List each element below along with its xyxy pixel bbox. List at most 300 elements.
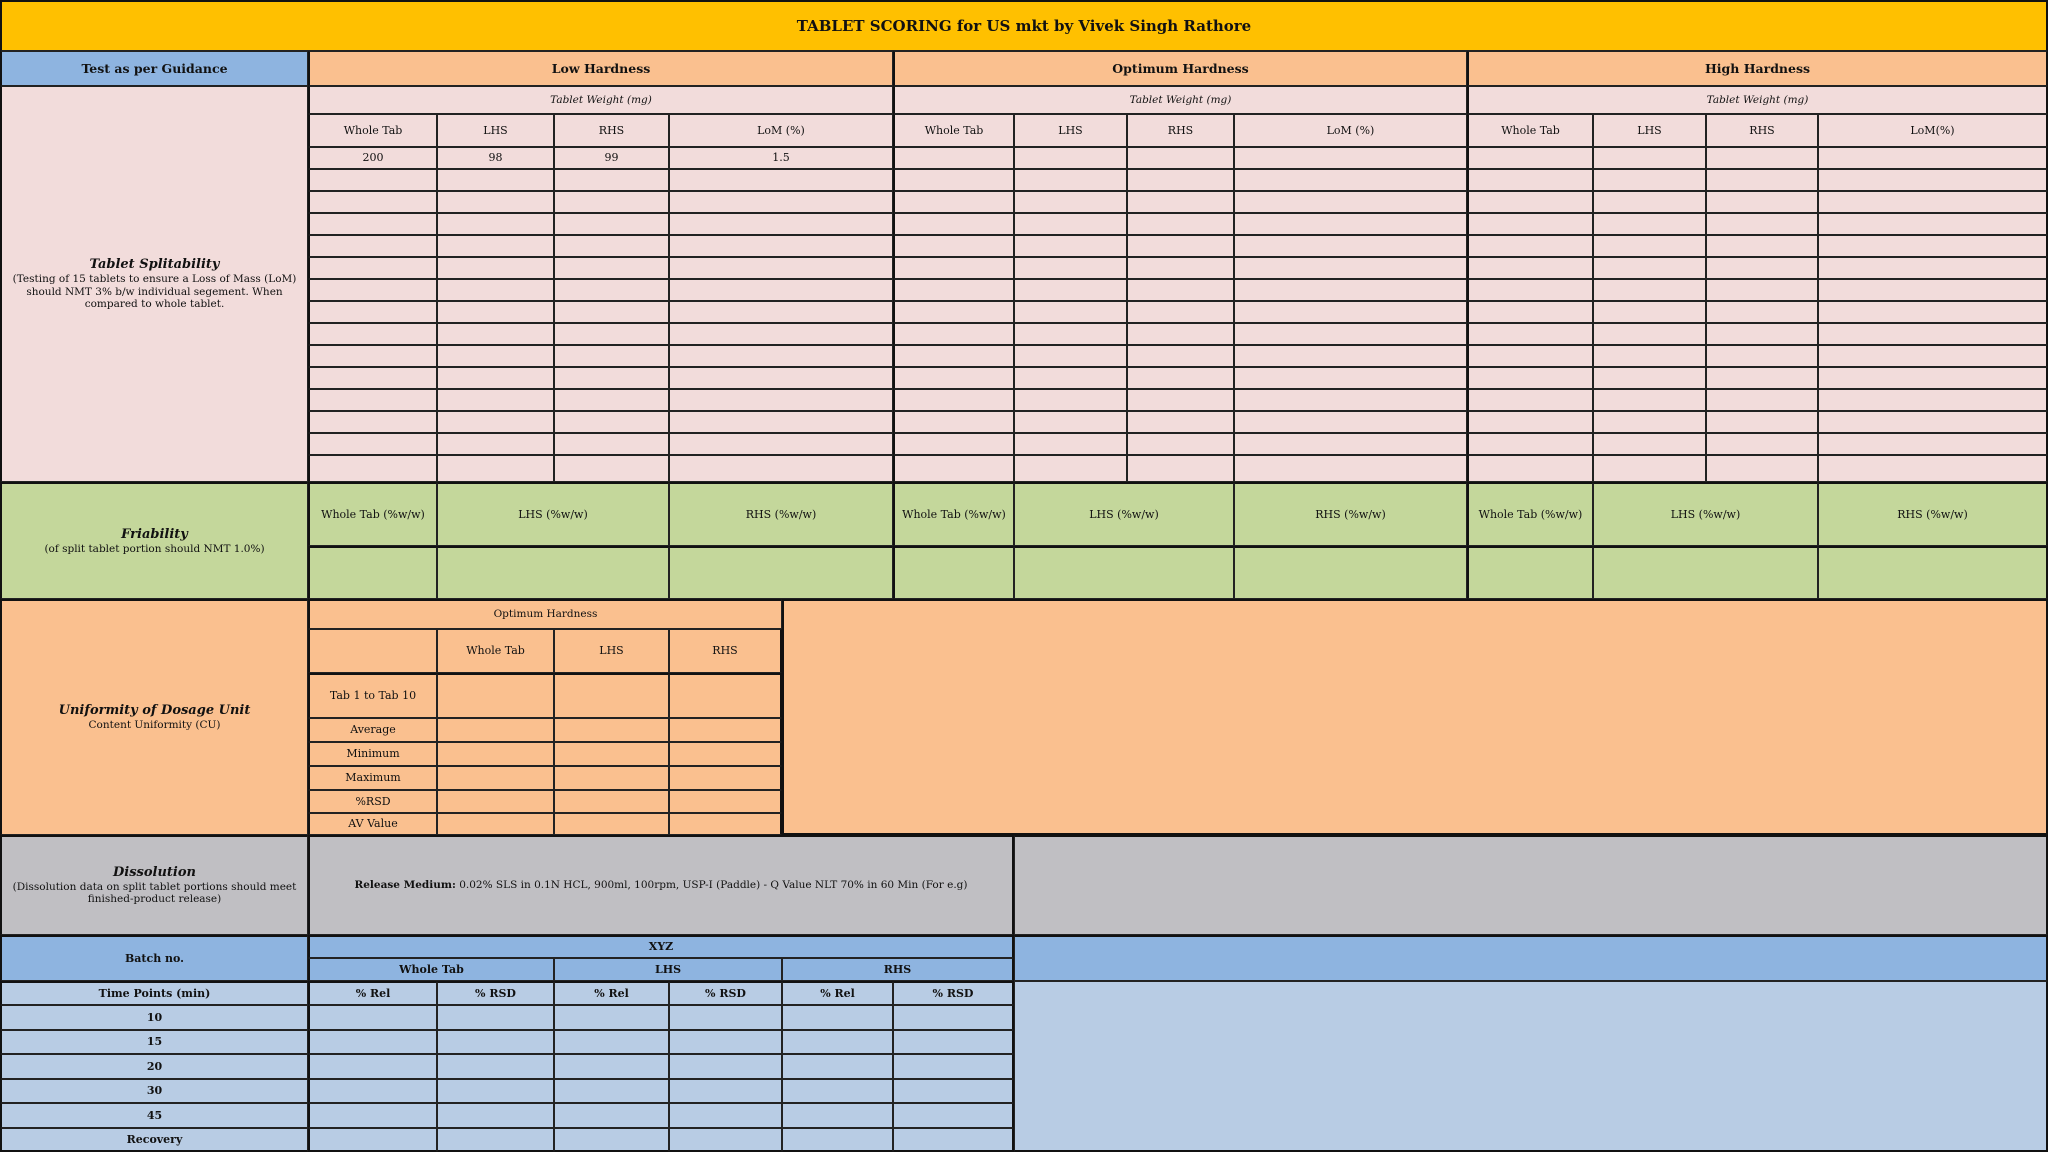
split-cell-opt (1014, 235, 1127, 257)
split-cell-opt (1127, 169, 1234, 191)
dissolution-label (0, 835, 308, 935)
dissolution-value-cell (308, 1054, 437, 1079)
split-cell-high (1706, 455, 1818, 482)
dissolution-sub-header: % RSD (437, 981, 554, 1005)
dissolution-value-cell (669, 1103, 782, 1128)
uniformity-value-cell (554, 813, 669, 835)
split-cell-opt (1234, 433, 1467, 455)
split-cell-high (1818, 191, 2048, 213)
split-cell-low (308, 301, 437, 323)
dissolution-value-cell (308, 1005, 437, 1030)
friability-label (0, 482, 308, 599)
split-cell-low (669, 301, 893, 323)
friability-value-cell (893, 546, 1014, 599)
split-cell-low (308, 191, 437, 213)
split-cell-opt (1014, 191, 1127, 213)
split-cell-low (554, 389, 669, 411)
split-cell-low (308, 345, 437, 367)
split-cell-opt (893, 279, 1014, 301)
dissolution-value-cell (782, 1005, 893, 1030)
split-cell-low (669, 389, 893, 411)
split-cell-low (554, 279, 669, 301)
split-cell-high (1818, 257, 2048, 279)
uniformity-title: Uniformity of Dosage Unit (58, 703, 251, 719)
split-cell-high (1467, 257, 1593, 279)
split-cell-opt (1234, 301, 1467, 323)
uniformity-value-cell (437, 766, 554, 790)
header-high-hardness: High Hardness (1467, 51, 2048, 86)
uniformity-row-label: Tab 1 to Tab 10 (308, 673, 437, 718)
friability-value-cell (669, 546, 893, 599)
split-cell-high (1467, 411, 1593, 433)
split-cell-opt (1234, 455, 1467, 482)
split-cell-low (554, 301, 669, 323)
friability-value-cell (1818, 546, 2048, 599)
split-cell-opt (1127, 323, 1234, 345)
split-cell-high (1593, 367, 1706, 389)
split-cell-high (1706, 389, 1818, 411)
dissolution-value-cell (308, 1030, 437, 1054)
split-cell-high (1818, 147, 2048, 169)
friability-col-header: Whole Tab (%w/w) (308, 482, 437, 546)
split-cell-opt (1234, 345, 1467, 367)
split-cell-opt (1234, 191, 1467, 213)
split-cell-low: 98 (437, 147, 554, 169)
split-cell-high (1706, 433, 1818, 455)
split-cell-low (437, 323, 554, 345)
split-cell-low (669, 455, 893, 482)
uniformity-value-cell (554, 718, 669, 742)
uniformity-value-cell (437, 718, 554, 742)
split-cell-opt (1234, 213, 1467, 235)
split-cell-low (437, 279, 554, 301)
split-cell-high (1467, 433, 1593, 455)
dissolution-value-cell (893, 1005, 1014, 1030)
split-cell-low (669, 323, 893, 345)
dissolution-sub-header: % RSD (669, 981, 782, 1005)
split-cell-opt (1014, 345, 1127, 367)
time-point-label: 45 (0, 1103, 308, 1128)
dissolution-value-cell (437, 1054, 554, 1079)
splitability-label (0, 86, 308, 482)
split-cell-low (437, 389, 554, 411)
split-cell-low (437, 213, 554, 235)
split-cell-low: 200 (308, 147, 437, 169)
split-cell-high (1593, 213, 1706, 235)
split-cell-low (554, 191, 669, 213)
split-cell-low (437, 235, 554, 257)
header-low-hardness: Low Hardness (308, 51, 893, 86)
weight-label-low: Tablet Weight (mg) (308, 86, 893, 114)
uniformity-row-label: %RSD (308, 790, 437, 813)
split-cell-opt (1127, 301, 1234, 323)
friability-col-header: Whole Tab (%w/w) (1467, 482, 1593, 546)
split-cell-opt (893, 389, 1014, 411)
split-col-header-opt-0: Whole Tab (893, 114, 1014, 147)
release-medium-text: 0.02% SLS in 0.1N HCL, 900ml, 100rpm, USP-I (Paddle) - Q Value NLT 70% in 60 Min (For e.g) (455, 879, 968, 892)
split-cell-low (554, 455, 669, 482)
split-cell-low (669, 367, 893, 389)
split-cell-high (1706, 169, 1818, 191)
split-cell-high (1593, 345, 1706, 367)
split-cell-low (554, 433, 669, 455)
friability-value-cell (1467, 546, 1593, 599)
header-optimum-hardness: Optimum Hardness (893, 51, 1467, 86)
dissolution-value-cell (437, 1030, 554, 1054)
split-cell-high (1467, 213, 1593, 235)
friability-value-cell (1234, 546, 1467, 599)
dissolution-sub-header: % RSD (893, 981, 1014, 1005)
split-cell-low (554, 235, 669, 257)
split-cell-opt (1127, 147, 1234, 169)
split-cell-high (1593, 455, 1706, 482)
split-cell-low (554, 169, 669, 191)
split-cell-opt (893, 433, 1014, 455)
split-cell-high (1706, 301, 1818, 323)
split-cell-opt (1014, 433, 1127, 455)
uniformity-row-label: AV Value (308, 813, 437, 835)
split-cell-high (1706, 147, 1818, 169)
friability-col-header: Whole Tab (%w/w) (893, 482, 1014, 546)
friability-col-header: RHS (%w/w) (669, 482, 893, 546)
split-cell-low (554, 411, 669, 433)
split-cell-low (437, 455, 554, 482)
split-col-header-low-2: RHS (554, 114, 669, 147)
uniformity-col-header: LHS (554, 629, 669, 673)
uniformity-value-cell (669, 718, 782, 742)
split-cell-high (1467, 367, 1593, 389)
weight-label-opt: Tablet Weight (mg) (893, 86, 1467, 114)
friability-col-header: LHS (%w/w) (437, 482, 669, 546)
split-cell-high (1593, 323, 1706, 345)
split-cell-low (437, 191, 554, 213)
splitability-description: (Testing of 15 tablets to ensure a Loss of Mass (LoM) should NMT 3% b/w individual segement. When compared to whole tablet. (12, 272, 297, 311)
uniformity-col-header: Whole Tab (437, 629, 554, 673)
friability-value-cell (308, 546, 437, 599)
release-medium (308, 835, 1014, 935)
split-cell-high (1593, 257, 1706, 279)
split-cell-low (554, 367, 669, 389)
split-cell-low (308, 169, 437, 191)
friability-value-cell (1593, 546, 1818, 599)
split-cell-opt (1234, 235, 1467, 257)
split-cell-opt (893, 257, 1014, 279)
batch-group-header: RHS (782, 958, 1014, 981)
split-cell-opt (1014, 367, 1127, 389)
split-col-header-low-1: LHS (437, 114, 554, 147)
split-cell-opt (1014, 389, 1127, 411)
split-cell-high (1593, 279, 1706, 301)
split-cell-high (1706, 257, 1818, 279)
dissolution-value-cell (437, 1079, 554, 1103)
split-cell-low (669, 257, 893, 279)
uniformity-value-cell (554, 742, 669, 766)
uniformity-label (0, 599, 308, 835)
dissolution-value-cell (669, 1005, 782, 1030)
split-cell-opt (1014, 301, 1127, 323)
split-cell-high (1818, 169, 2048, 191)
dissolution-value-cell (782, 1030, 893, 1054)
title-text: TABLET SCORING for US mkt by Vivek Singh Rathore (796, 17, 1252, 35)
split-cell-high (1467, 279, 1593, 301)
split-cell-high (1818, 433, 2048, 455)
split-cell-opt (1014, 213, 1127, 235)
split-cell-opt (1127, 411, 1234, 433)
split-cell-opt (893, 147, 1014, 169)
split-cell-high (1467, 301, 1593, 323)
split-cell-low (669, 213, 893, 235)
split-cell-high (1593, 301, 1706, 323)
friability-col-header: RHS (%w/w) (1818, 482, 2048, 546)
dissolution-sub-header: % Rel (782, 981, 893, 1005)
uniformity-value-cell (437, 742, 554, 766)
uniformity-value-cell (437, 813, 554, 835)
split-cell-high (1706, 213, 1818, 235)
split-cell-high (1706, 367, 1818, 389)
split-cell-low (308, 213, 437, 235)
dissolution-sub-header: % Rel (308, 981, 437, 1005)
split-cell-opt (1014, 257, 1127, 279)
split-cell-high (1593, 411, 1706, 433)
split-cell-high (1593, 191, 1706, 213)
uniformity-value-cell (437, 673, 554, 718)
uniformity-col-header: RHS (669, 629, 782, 673)
split-cell-low: 99 (554, 147, 669, 169)
weight-label-high: Tablet Weight (mg) (1467, 86, 2048, 114)
dissolution-sub-header: % Rel (554, 981, 669, 1005)
uniformity-value-cell (669, 790, 782, 813)
friability-value-cell (437, 546, 669, 599)
dissolution-value-cell (554, 1128, 669, 1152)
dissolution-value-cell (782, 1128, 893, 1152)
dissolution-value-cell (893, 1054, 1014, 1079)
split-cell-low (554, 345, 669, 367)
uniformity-value-cell (669, 673, 782, 718)
split-cell-opt (1234, 257, 1467, 279)
dissolution-title: Dissolution (113, 865, 196, 881)
batch-group-header: LHS (554, 958, 782, 981)
split-cell-high (1706, 279, 1818, 301)
dissolution-value-cell (893, 1030, 1014, 1054)
dissolution-value-cell (669, 1079, 782, 1103)
dissolution-description: (Dissolution data on split tablet portions should meet finished-product release) (12, 880, 297, 906)
split-col-header-high-0: Whole Tab (1467, 114, 1593, 147)
split-cell-opt (1127, 191, 1234, 213)
split-cell-low (437, 367, 554, 389)
split-cell-low (308, 257, 437, 279)
split-col-header-opt-1: LHS (1014, 114, 1127, 147)
time-point-label: 15 (0, 1030, 308, 1054)
split-cell-opt (893, 345, 1014, 367)
split-cell-low (437, 301, 554, 323)
split-cell-opt (1014, 279, 1127, 301)
split-cell-high (1818, 455, 2048, 482)
dissolution-value-cell (554, 1030, 669, 1054)
friability-col-header: LHS (%w/w) (1014, 482, 1234, 546)
split-col-header-high-3: LoM(%) (1818, 114, 2048, 147)
dissolution-value-cell (554, 1079, 669, 1103)
split-cell-low (308, 455, 437, 482)
split-cell-opt (1014, 455, 1127, 482)
friability-col-header: RHS (%w/w) (1234, 482, 1467, 546)
dissolution-value-cell (554, 1054, 669, 1079)
split-cell-high (1593, 147, 1706, 169)
split-cell-opt (893, 323, 1014, 345)
dissolution-value-cell (437, 1128, 554, 1152)
split-cell-low (308, 323, 437, 345)
split-cell-high (1467, 191, 1593, 213)
split-cell-opt (1014, 147, 1127, 169)
split-cell-opt (1014, 169, 1127, 191)
split-cell-high (1467, 235, 1593, 257)
uniformity-description: Content Uniformity (CU) (88, 719, 221, 731)
dissolution-value-cell (669, 1030, 782, 1054)
split-col-header-high-1: LHS (1593, 114, 1706, 147)
split-cell-high (1467, 389, 1593, 411)
dissolution-table-blank-area (1014, 981, 2048, 1152)
dissolution-blank-area (1014, 835, 2048, 935)
split-cell-low (554, 323, 669, 345)
time-point-label: Recovery (0, 1128, 308, 1152)
split-cell-high (1593, 169, 1706, 191)
split-cell-low (669, 279, 893, 301)
batch-group-header: Whole Tab (308, 958, 554, 981)
batch-blank-area (1014, 935, 2048, 981)
split-cell-high (1818, 345, 2048, 367)
uniformity-value-cell (437, 790, 554, 813)
split-col-header-low-0: Whole Tab (308, 114, 437, 147)
split-cell-high (1818, 367, 2048, 389)
split-cell-opt (1127, 279, 1234, 301)
split-cell-opt (893, 455, 1014, 482)
dissolution-value-cell (782, 1054, 893, 1079)
split-cell-high (1818, 411, 2048, 433)
dissolution-value-cell (893, 1103, 1014, 1128)
split-cell-high (1818, 279, 2048, 301)
dissolution-value-cell (308, 1103, 437, 1128)
split-cell-high (1593, 433, 1706, 455)
split-cell-high (1706, 411, 1818, 433)
split-cell-opt (1127, 257, 1234, 279)
split-cell-opt (1234, 411, 1467, 433)
split-cell-high (1467, 169, 1593, 191)
split-cell-low (554, 257, 669, 279)
split-cell-opt (893, 191, 1014, 213)
split-cell-opt (1234, 279, 1467, 301)
dissolution-value-cell (782, 1103, 893, 1128)
friability-description: (of split tablet portion should NMT 1.0%) (44, 542, 265, 555)
uniformity-value-cell (669, 742, 782, 766)
split-cell-opt (1014, 323, 1127, 345)
header-test: Test as per Guidance (0, 51, 308, 86)
uniformity-row-label: Average (308, 718, 437, 742)
split-cell-high (1467, 455, 1593, 482)
split-cell-low (437, 433, 554, 455)
split-cell-high (1467, 323, 1593, 345)
dissolution-value-cell (669, 1054, 782, 1079)
split-cell-low (437, 257, 554, 279)
split-cell-opt (1127, 389, 1234, 411)
split-cell-opt (1234, 323, 1467, 345)
uniformity-blank-area (782, 599, 2048, 835)
friability-value-cell (1014, 546, 1234, 599)
dissolution-value-cell (893, 1079, 1014, 1103)
split-cell-opt (1127, 213, 1234, 235)
split-cell-low (308, 279, 437, 301)
splitability-title: Tablet Splitability (89, 257, 220, 273)
split-cell-high (1818, 323, 2048, 345)
dissolution-value-cell (437, 1005, 554, 1030)
uniformity-value-cell (554, 673, 669, 718)
sheet-title (0, 0, 2048, 51)
split-col-header-high-2: RHS (1706, 114, 1818, 147)
batch-label: Batch no. (0, 935, 308, 981)
split-cell-opt (1014, 411, 1127, 433)
friability-title: Friability (121, 526, 188, 542)
uniformity-corner (308, 629, 437, 673)
split-cell-high (1706, 323, 1818, 345)
split-cell-low (308, 389, 437, 411)
split-cell-high (1467, 147, 1593, 169)
split-cell-low (308, 433, 437, 455)
split-cell-high (1467, 345, 1593, 367)
split-cell-opt (893, 411, 1014, 433)
split-cell-opt (893, 301, 1014, 323)
split-col-header-opt-2: RHS (1127, 114, 1234, 147)
split-cell-opt (1234, 169, 1467, 191)
dissolution-value-cell (554, 1103, 669, 1128)
split-col-header-opt-3: LoM (%) (1234, 114, 1467, 147)
split-cell-low (669, 169, 893, 191)
dissolution-value-cell (308, 1128, 437, 1152)
time-point-label: 10 (0, 1005, 308, 1030)
uniformity-row-label: Minimum (308, 742, 437, 766)
time-point-label: 20 (0, 1054, 308, 1079)
split-cell-low: 1.5 (669, 147, 893, 169)
split-cell-low (437, 411, 554, 433)
split-cell-opt (1127, 345, 1234, 367)
uniformity-value-cell (554, 790, 669, 813)
split-cell-low (669, 433, 893, 455)
split-cell-opt (1127, 367, 1234, 389)
dissolution-value-cell (893, 1128, 1014, 1152)
time-points-header: Time Points (min) (0, 981, 308, 1005)
split-cell-opt (1234, 389, 1467, 411)
uniformity-value-cell (669, 813, 782, 835)
uniformity-value-cell (669, 766, 782, 790)
split-cell-high (1593, 389, 1706, 411)
split-cell-low (669, 345, 893, 367)
split-cell-opt (1234, 367, 1467, 389)
split-cell-opt (893, 169, 1014, 191)
split-cell-high (1706, 345, 1818, 367)
split-cell-low (308, 367, 437, 389)
split-cell-high (1818, 235, 2048, 257)
uniformity-value-cell (554, 766, 669, 790)
dissolution-value-cell (669, 1128, 782, 1152)
split-cell-low (308, 411, 437, 433)
split-cell-opt (893, 367, 1014, 389)
split-cell-opt (1127, 433, 1234, 455)
split-cell-low (437, 345, 554, 367)
split-cell-opt (1234, 147, 1467, 169)
dissolution-value-cell (554, 1005, 669, 1030)
uniformity-header: Optimum Hardness (308, 599, 782, 629)
split-cell-high (1818, 301, 2048, 323)
dissolution-value-cell (437, 1103, 554, 1128)
split-cell-high (1818, 389, 2048, 411)
release-medium-label: Release Medium: (354, 879, 456, 892)
